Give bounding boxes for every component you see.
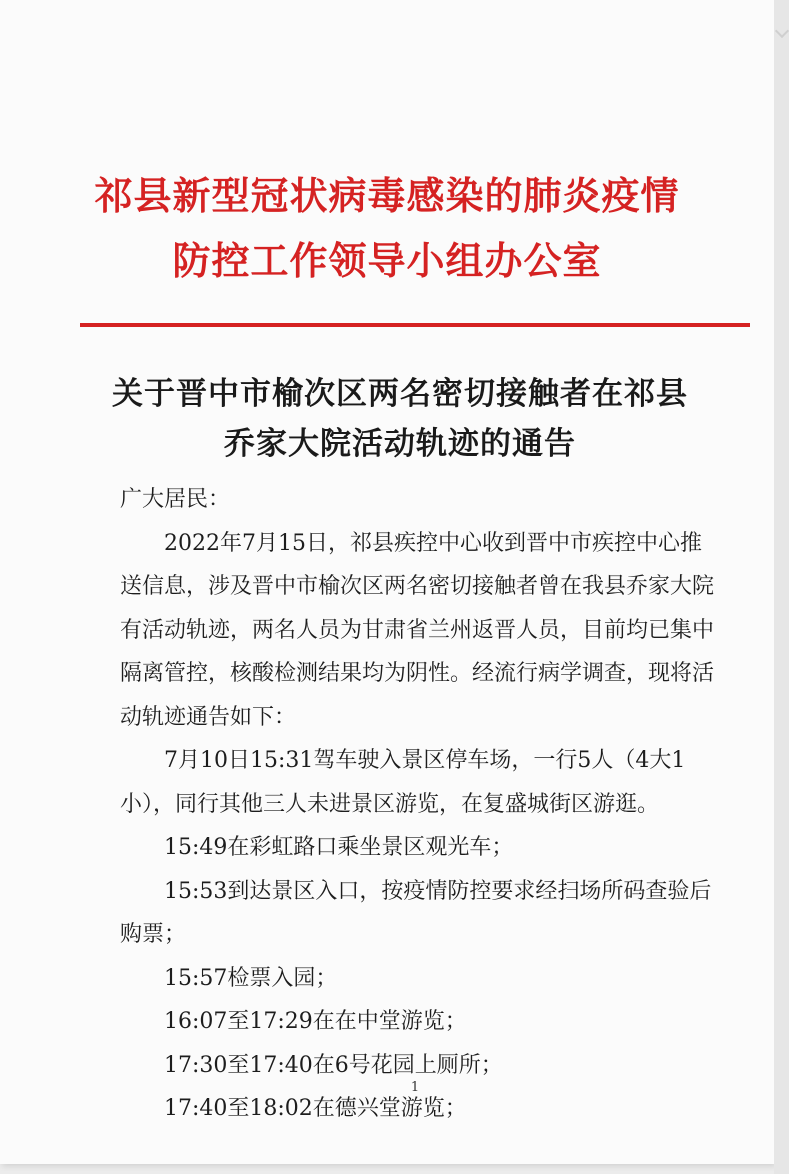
chevron-icon	[775, 24, 789, 38]
issuer-header-line-2: 防控工作领导小组办公室	[172, 238, 602, 283]
page-number: 1	[410, 1080, 420, 1095]
paragraph-itinerary: 15:57检票入园；	[164, 965, 338, 991]
red-divider	[80, 323, 750, 327]
paragraph-itinerary: 16:07至17:29在在中堂游览；	[164, 1009, 467, 1034]
paragraph-itinerary: 15:53到达景区入口，按疫情防控要求经扫场所码查验后购票；	[120, 878, 712, 947]
paragraph-itinerary: 7月10日15:31驾车驶入景区停车场，一行5人（4大1小），同行其他三人未进景区游览，在复盛城街区游逛。	[120, 748, 686, 817]
paragraph-itinerary: 17:40至18:02在德兴堂游览；	[164, 1096, 467, 1121]
issuer-header-line-1: 祁县新型冠状病毒感染的肺炎疫情	[94, 173, 680, 218]
paragraph-intro: 2022年7月15日，祁县疾控中心收到晋中市疾控中心推送信息，涉及晋中市榆次区两名密切接触者曾在我县乔家大院有活动轨迹，两名人员为甘肃省兰州返晋人员，目前均已集中隔离管控，核酸检测结果均为阴性。经流行病学调查，现将活动轨迹通告如下：	[120, 530, 715, 730]
notice-body	[120, 478, 720, 1131]
paragraph-itinerary: 17:30至17:40在6号花园上厕所；	[164, 1052, 503, 1078]
greeting: 广大居民：	[120, 487, 231, 512]
notice-title-line-1: 关于晋中市榆次区两名密切接触者在祁县	[112, 376, 688, 412]
paragraph-itinerary: 15:49在彩虹路口乘坐景区观光车；	[164, 835, 514, 860]
page-edge	[774, 0, 789, 1174]
notice-title-line-2: 乔家大院活动轨迹的通告	[224, 426, 576, 462]
